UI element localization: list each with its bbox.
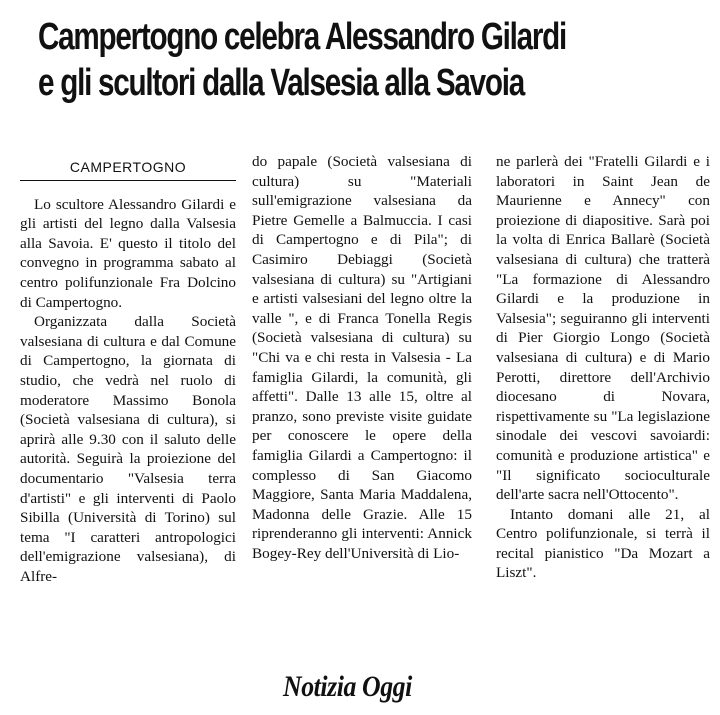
column-1-paragraph-2: Organizzata dalla Società valsesiana di cultura e dal Comune di Campertogno, la giornata di studio, che vedrà nel ruolo di moderatore Massimo Bonola (Società valsesiana di cultura), si aprirà alle 9.30 con il saluto delle autorità. Seguirà la proiezione del documentario "Valsesia terra d'artisti" e gli interventi di Paolo Sibilla (Università di Torino) sul tema "I caratteri antropologici dell'emigrazione valsesiana), di Alfre- — [20, 313, 236, 585]
newspaper-logo: Notizia Oggi — [283, 670, 412, 703]
headline-line-1: Campertogno celebra Alessandro Gilardi — [38, 16, 566, 58]
section-label: CAMPERTOGNO — [20, 158, 236, 181]
article-column-2 — [252, 152, 472, 563]
column-3-paragraph-1: ne parlerà dei "Fratelli Gilardi e i laboratori in Saint Jean de Maurienne e Annecy" con proiezione di diapositive. Sarà poi la volta di Enrica Ballarè (Società valsesiana di cultura) che tratterà "La formazione di Alessandro Gilardi e la produzione in Valsesia"; seguiranno gli interventi di Pier Giorgio Longo (Società valsesiana di cultura) e di Mario Perotti, direttore dell'Archivio diocesano di Novara, rispettivamente su "La legislazione sinodale dei vescovi savoiardi: comunità e produzione artistica" e "Il significato socioculturale dell'arte sacra nell'Ottocento". — [496, 153, 710, 504]
headline-line-2: e gli scultori dalla Valsesia alla Savoia — [38, 62, 524, 104]
article-column-1 — [20, 150, 236, 586]
article-column-3 — [496, 152, 710, 583]
column-2-paragraph-1: do papale (Società valsesiana di cultura) su "Materiali sull'emigrazione valsesiana da Pietre Gemelle a Balmuccia. I casi di Campertogno e di Pila"; di Casimiro Debiaggi (Società valsesiana di cultura) su "Artigiani e artisti valsesiani del legno oltre la valle ", e di Franca Tonella Regis (Società valsesiana di cultura) su "Chi va e chi resta in Valsesia - La famiglia Gilardi, la comunità, gli affetti". Dalle 13 alle 15, oltre al pranzo, sono previste visite guidate per conoscere le opere della famiglia Gilardi a Campertogno: il complesso di San Giacomo Maggiore, Santa Maria Maddalena, Madonna delle Grazie. Alle 15 riprenderanno gli interventi: Annick Bogey-Rey dell'Università di Lio- — [252, 153, 472, 562]
headline — [38, 14, 568, 106]
column-1-paragraph-1: Lo scultore Alessandro Gilardi e gli artisti del legno dalla Valsesia alla Savoia. E' questo il titolo del convegno in programma sabato al centro polifunzionale Fra Dolcino di Campertogno. — [20, 195, 236, 311]
column-3-paragraph-2: Intanto domani alle 21, al Centro polifunzionale, si terrà il recital pianistico "Da Mozart a Liszt". — [496, 505, 710, 582]
